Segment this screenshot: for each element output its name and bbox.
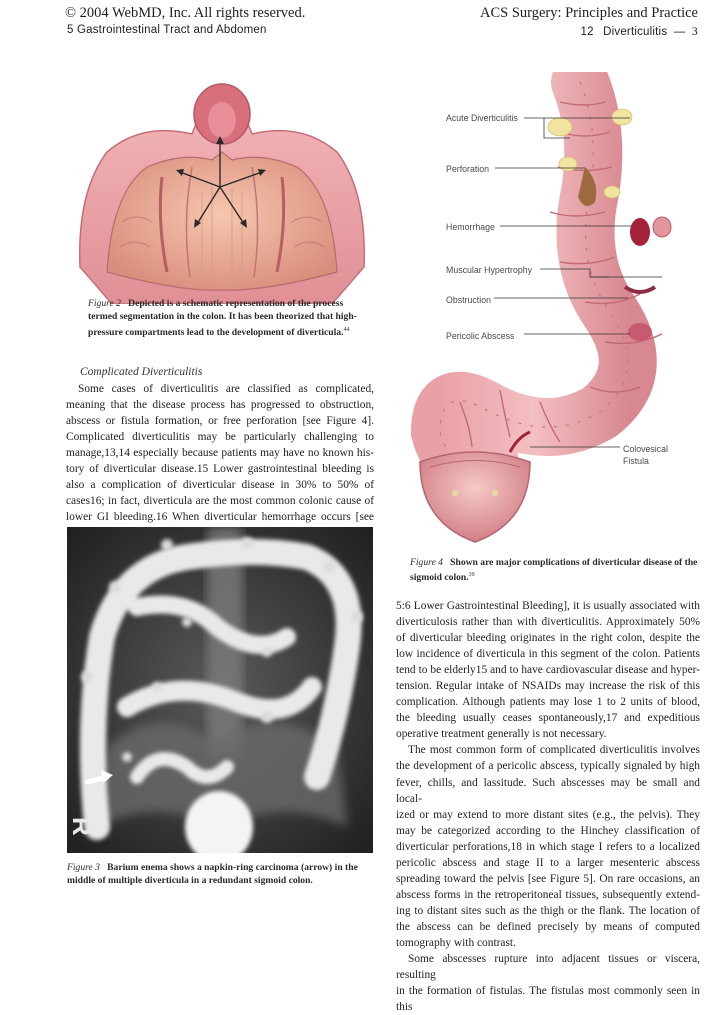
right-line: tomography with contrast. (396, 936, 516, 949)
chapter-number: 12 (580, 26, 594, 38)
left-line: lower GI bleeding.16 When diverticular hemorrhage occurs [see (66, 511, 374, 524)
page-number: 3 (691, 24, 698, 38)
right-line: 5:6 Lower Gastrointestinal Bleeding], it is usually associated with (396, 600, 700, 612)
figure-3-caption-text: Barium enema shows a napkin-ring carcinoma (arrow) in the middle of multiple diverticula in a redundant sigmoid colon. (67, 862, 358, 887)
left-line: abscess or fistula formation, or free perforation [see Figure 4]. (66, 415, 374, 428)
right-body-text (396, 598, 700, 1015)
callout-muscular-hypertrophy: Muscular Hypertrophy (446, 265, 533, 275)
figure-2-illustration (62, 72, 382, 304)
left-line: meaning that the disease process has progressed to obstruction, (66, 399, 374, 412)
figure-2-label: Figure 2 (88, 298, 121, 309)
figure-4-ref: 39 (468, 572, 475, 579)
figure-3-xray (67, 527, 373, 853)
left-body-text (66, 381, 374, 525)
right-line: Some abscesses rupture into adjacent tissues or viscera, resulting (396, 953, 700, 982)
right-line: tension. Regular intake of NSAIDs may increase the risk of this (396, 680, 700, 693)
left-line: also a complication of diverticular disease in 30% to 50% of (66, 479, 374, 492)
section-heading: Complicated Diverticulitis (80, 366, 203, 378)
section-title: 5 Gastrointestinal Tract and Abdomen (67, 24, 267, 36)
chapter-title: Diverticulitis (603, 26, 668, 38)
page-separator: — (673, 26, 686, 38)
figure-2-caption (88, 297, 370, 339)
right-line: pericolic abscess and stage II to a larger mesenteric abscess (396, 856, 700, 869)
right-line: diverticulosis rather than with diverticulitis. Approximately 50% (396, 616, 700, 629)
right-line: ing to distant sites such as the thigh or the flank. The location of (396, 904, 700, 917)
figure-4-illustration (400, 72, 700, 550)
figure-2-ref: 44 (343, 326, 350, 333)
copyright: © 2004 WebMD, Inc. All rights reserved. (65, 5, 306, 21)
right-line: spreading toward the pelvis [see Figure 5]. On rare occasions, an (396, 872, 700, 885)
right-line: of diverticular bleeding originates in the right colon, despite the (396, 632, 700, 645)
right-line: abscess forms in the retroperitoneal tissues, subsequently extend- (396, 888, 700, 901)
figure-2-caption-text: Depicted is a schematic representation of the process termed segmentation in the colon. It has been theorized that high-pressure compartments lead to the development of diverticula. (88, 298, 357, 338)
right-line: may be categorized according to the Hinchey classification of (396, 824, 700, 837)
right-line: complication. Although patients may lose 1 to 2 units of blood, (396, 696, 700, 709)
callout-pericolic-abscess: Pericolic Abscess (446, 331, 515, 341)
right-line: fever, chills, and lassitude. Such abscesses may be small and local- (396, 776, 700, 805)
left-line: manage,13,14 especially because patients may have no known his- (66, 447, 374, 460)
right-line: tend to be elderly15 and to have cardiovascular disease and hyper- (396, 664, 700, 677)
callout-perforation: Perforation (446, 164, 490, 174)
figure-3-label: Figure 3 (67, 862, 100, 873)
callout-obstruction: Obstruction (446, 295, 491, 305)
running-head (581, 24, 698, 39)
callout-hemorrhage: Hemorrhage (446, 222, 495, 232)
right-line: the development of a pericolic abscess, typically signaled by high (396, 760, 700, 773)
right-line: the abscess can be defined precisely by means of computed (396, 920, 700, 933)
callout-colovesical: Colovesical (623, 444, 668, 454)
right-line: in the formation of fistulas. The fistulas most commonly seen in this (396, 985, 700, 1014)
left-line: cases16; in fact, diverticula are the most common colonic cause of (66, 495, 374, 508)
right-line: The most common form of complicated diverticulitis involves (408, 744, 700, 757)
callout-fistula: Fistula (623, 456, 649, 466)
left-line: Some cases of diverticulitis are classified as complicated, (78, 383, 374, 395)
right-line: diverticular perforations,18 in which stage I refers to a localized (396, 840, 700, 853)
svg-text:R: R (67, 817, 97, 836)
book-title: ACS Surgery: Principles and Practice (479, 5, 698, 21)
callout-acute-diverticulitis: Acute Diverticulitis (446, 113, 518, 123)
figure-4-label: Figure 4 (410, 557, 443, 568)
right-line: ized or may extend to more distant sites (e.g., the pelvis). They (396, 808, 700, 821)
right-line: the bleeding usually ceases spontaneously,17 and expeditious (396, 712, 700, 725)
figure-3-caption (67, 861, 367, 888)
figure-4-caption-text: Shown are major complications of diverticular disease of the sigmoid colon. (410, 557, 698, 584)
right-line: low incidence of diverticula in this segment of the colon. Patients (396, 648, 700, 661)
figure-4-caption (410, 556, 700, 585)
left-line: tory of diverticular disease.15 Lower gastrointestinal bleeding is (66, 463, 374, 476)
right-line: operative treatment generally is not necessary. (396, 728, 607, 741)
left-line: Complicated diverticulitis may be particularly challenging to (66, 431, 374, 444)
